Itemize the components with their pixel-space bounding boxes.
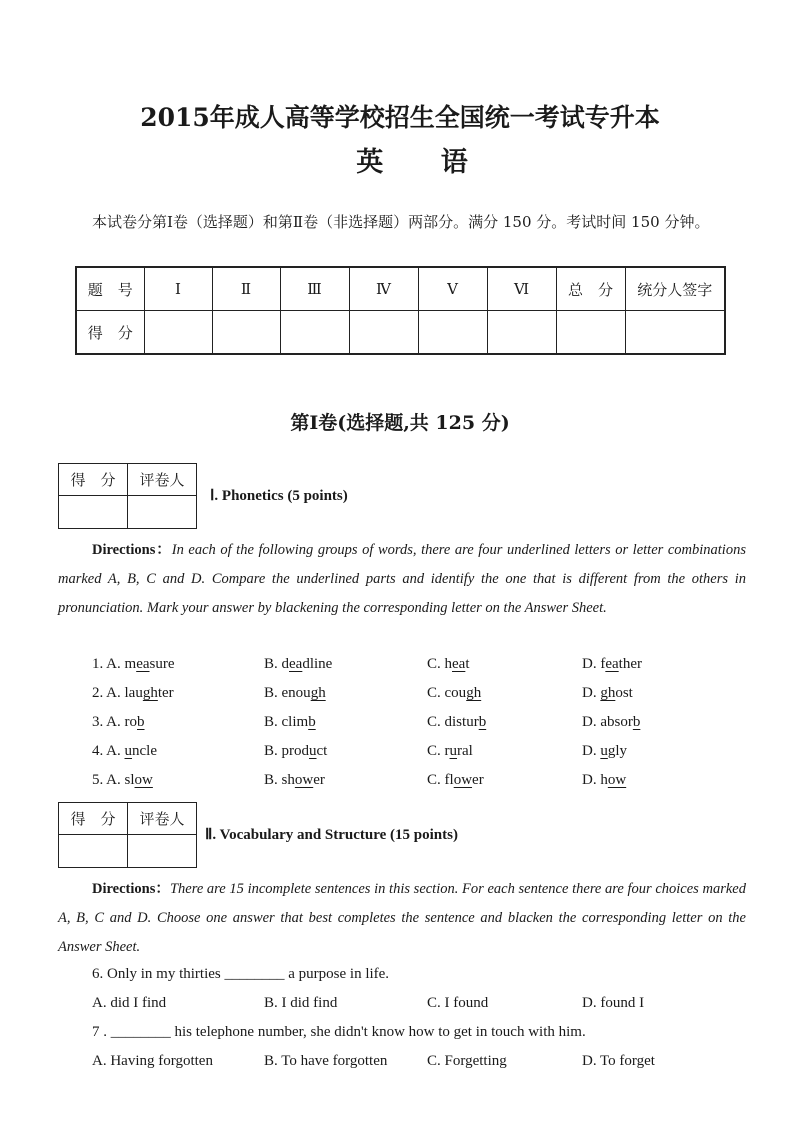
directions-text: There are 15 incomplete sentences in this section. For each sentence there are four choices marked A, B, C and D. Choose one answer that best completes the sentence and blacken the corresponding letter on the Answer Sheet.: [58, 881, 746, 955]
underlined-letters: u: [124, 743, 133, 759]
score-table-cell: Ⅰ: [144, 267, 212, 311]
option-label: D.: [582, 772, 601, 788]
question-7-stem-end: his telephone number, she didn't know how to get in touch with him.: [170, 1024, 586, 1040]
underlined-letters: ow: [294, 772, 314, 788]
part2-directions: [58, 875, 746, 962]
score-table-cell: 题 号: [76, 267, 144, 311]
directions-label: Directions：: [92, 881, 170, 897]
word-part: er: [313, 772, 325, 788]
word-part: ther: [618, 656, 642, 672]
grader-box-score-label: 得 分: [59, 464, 128, 496]
option-label: 4. A.: [92, 743, 125, 759]
option-label: 3. A.: [92, 714, 125, 730]
word-part: absor: [600, 714, 633, 730]
word-part: clim: [281, 714, 309, 730]
underlined-letters: ea: [289, 656, 303, 672]
underlined-letters: ea: [136, 656, 150, 672]
underlined-letters: ow: [607, 772, 627, 788]
exam-instructions-text: 本试卷分第Ⅰ卷（选择题）和第Ⅱ卷（非选择题）两部分。满分 150 分。考试时间 150 分钟。: [92, 213, 710, 231]
grader-box: [58, 802, 197, 868]
grader-box: [58, 463, 197, 529]
score-table-score-row: [76, 311, 725, 355]
phonetics-option[interactable]: [264, 656, 332, 673]
word-part: d: [281, 656, 290, 672]
word-part: gly: [607, 743, 628, 759]
question-7-option[interactable]: C. Forgetting: [427, 1053, 507, 1069]
score-table-cell: Ⅴ: [418, 267, 487, 311]
part1-title: Ⅰ. Phonetics (5 points): [210, 488, 348, 504]
word-part: prod: [281, 743, 310, 759]
grader-box-score-cell[interactable]: [59, 835, 128, 868]
score-entry-cell[interactable]: [556, 311, 625, 355]
option-label: 5. A.: [92, 772, 125, 788]
answer-blank: ________: [224, 966, 285, 982]
score-entry-cell[interactable]: [144, 311, 212, 355]
phonetics-option[interactable]: [582, 714, 640, 731]
subject-title: 英 语: [356, 147, 492, 178]
option-label: C.: [427, 656, 445, 672]
option-label: 1. A.: [92, 656, 125, 672]
option-label: C.: [427, 685, 445, 701]
phonetics-option[interactable]: [427, 714, 486, 731]
phonetics-option[interactable]: [582, 772, 626, 789]
underlined-letters: u: [309, 743, 317, 759]
word-part: h: [444, 656, 453, 672]
word-part: ncle: [132, 743, 157, 759]
word-part: lau: [124, 685, 143, 701]
score-table-cell: Ⅲ: [280, 267, 349, 311]
grader-box-grader-cell[interactable]: [128, 835, 197, 868]
question-6-stem-end: a purpose in life.: [284, 966, 390, 982]
word-part: ost: [615, 685, 633, 701]
underlined-letters: ea: [452, 656, 466, 672]
phonetics-option[interactable]: [582, 685, 633, 702]
word-part: ter: [157, 685, 174, 701]
question-6-option[interactable]: D. found I: [582, 995, 645, 1011]
phonetics-option[interactable]: [427, 685, 481, 702]
phonetics-option[interactable]: [92, 772, 153, 789]
option-label: B.: [264, 656, 282, 672]
phonetics-option[interactable]: [582, 743, 627, 760]
score-table-header-row: [76, 267, 725, 311]
underlined-letters: ow: [134, 772, 153, 788]
score-entry-cell[interactable]: [280, 311, 349, 355]
word-part: cou: [444, 685, 467, 701]
score-entry-cell[interactable]: [212, 311, 280, 355]
grader-box-score-label: 得 分: [59, 803, 128, 835]
part2-title: Ⅱ. Vocabulary and Structure (15 points): [205, 827, 458, 843]
question-6-stem-start: 6. Only in my thirties: [92, 966, 225, 982]
word-part: dline: [302, 656, 333, 672]
question-7-number: 7 .: [92, 1024, 111, 1040]
word-part: fl: [444, 772, 454, 788]
word-part: er: [472, 772, 484, 788]
phonetics-option[interactable]: [264, 685, 326, 702]
option-label: D.: [582, 656, 601, 672]
option-label: 2. A.: [92, 685, 125, 701]
score-entry-cell[interactable]: [418, 311, 487, 355]
word-part: h: [600, 772, 608, 788]
underlined-letters: u: [600, 743, 608, 759]
underlined-letters: b: [478, 714, 487, 730]
word-part: ct: [316, 743, 328, 759]
exam-instructions: [58, 208, 748, 236]
phonetics-option[interactable]: [92, 656, 175, 673]
option-label: B.: [264, 772, 282, 788]
underlined-letters: gh: [142, 685, 158, 701]
score-table-cell: 得 分: [76, 311, 144, 355]
question-7-stem: [92, 1024, 586, 1041]
option-label: D.: [582, 743, 601, 759]
option-label: B.: [264, 743, 282, 759]
option-label: B.: [264, 714, 282, 730]
word-part: f: [600, 656, 606, 672]
grader-box-grader-label: 评卷人: [128, 464, 197, 496]
grader-box-score-cell[interactable]: [59, 496, 128, 529]
score-entry-cell[interactable]: [487, 311, 556, 355]
score-table-cell: Ⅵ: [487, 267, 556, 311]
question-7-option[interactable]: D. To forget: [582, 1053, 655, 1069]
part1-directions: [58, 536, 746, 623]
score-table-cell: Ⅳ: [349, 267, 418, 311]
word-part: distur: [444, 714, 479, 730]
score-table: [75, 266, 726, 355]
score-entry-cell[interactable]: [349, 311, 418, 355]
underlined-letters: gh: [310, 685, 326, 701]
phonetics-option[interactable]: [264, 714, 316, 731]
word-part: ro: [124, 714, 138, 730]
underlined-letters: u: [449, 743, 458, 759]
phonetics-option[interactable]: [92, 685, 174, 702]
directions-text: In each of the following groups of words, there are four underlined letters or letter combinations marked A, B, C and D. Compare the underlined parts and identify the one that is different from the others in pronunciation. Mark your answer by blackening the corresponding letter on the Answer Sheet.: [58, 542, 746, 616]
underlined-letters: gh: [600, 685, 616, 701]
option-label: B.: [264, 685, 282, 701]
word-part: t: [465, 656, 470, 672]
underlined-letters: ow: [453, 772, 473, 788]
word-part: enou: [281, 685, 311, 701]
score-table-cell: 总 分: [556, 267, 625, 311]
phonetics-option[interactable]: [427, 656, 470, 673]
phonetics-option[interactable]: [582, 656, 642, 673]
phonetics-option[interactable]: [427, 772, 484, 789]
underlined-letters: ea: [605, 656, 619, 672]
question-6-option[interactable]: C. I found: [427, 995, 489, 1011]
underlined-letters: b: [308, 714, 316, 730]
underlined-letters: b: [632, 714, 641, 730]
option-label: D.: [582, 685, 601, 701]
grader-box-grader-cell[interactable]: [128, 496, 197, 529]
phonetics-option[interactable]: [92, 743, 157, 760]
word-part: sure: [149, 656, 175, 672]
question-6-option[interactable]: B. I did find: [264, 995, 338, 1011]
underlined-letters: gh: [466, 685, 482, 701]
grader-box-grader-label: 评卷人: [128, 803, 197, 835]
answer-blank: ________: [110, 1024, 171, 1040]
section-title: 第Ⅰ卷(选择题,共 125 分): [290, 412, 510, 434]
option-label: C.: [427, 743, 445, 759]
question-7-option[interactable]: A. Having forgotten: [92, 1053, 213, 1069]
word-part: sl: [124, 772, 135, 788]
word-part: m: [124, 656, 137, 672]
exam-title: 2015年成人高等学校招生全国统一考试专升本: [140, 103, 660, 132]
word-part: ral: [457, 743, 473, 759]
word-part: r: [444, 743, 450, 759]
option-label: C.: [427, 772, 445, 788]
word-part: sh: [281, 772, 295, 788]
phonetics-option[interactable]: [264, 772, 325, 789]
directions-label: Directions：: [92, 542, 172, 558]
score-table-cell: Ⅱ: [212, 267, 280, 311]
phonetics-option[interactable]: [92, 714, 145, 731]
phonetics-option[interactable]: [264, 743, 327, 760]
question-6-stem: [92, 966, 389, 983]
question-6-option[interactable]: A. did I find: [92, 995, 167, 1011]
question-7-option[interactable]: B. To have forgotten: [264, 1053, 388, 1069]
phonetics-option[interactable]: [427, 743, 473, 760]
option-label: D.: [582, 714, 601, 730]
score-entry-cell[interactable]: [625, 311, 725, 355]
option-label: C.: [427, 714, 445, 730]
score-table-cell: 统分人签字: [625, 267, 725, 311]
underlined-letters: b: [137, 714, 145, 730]
